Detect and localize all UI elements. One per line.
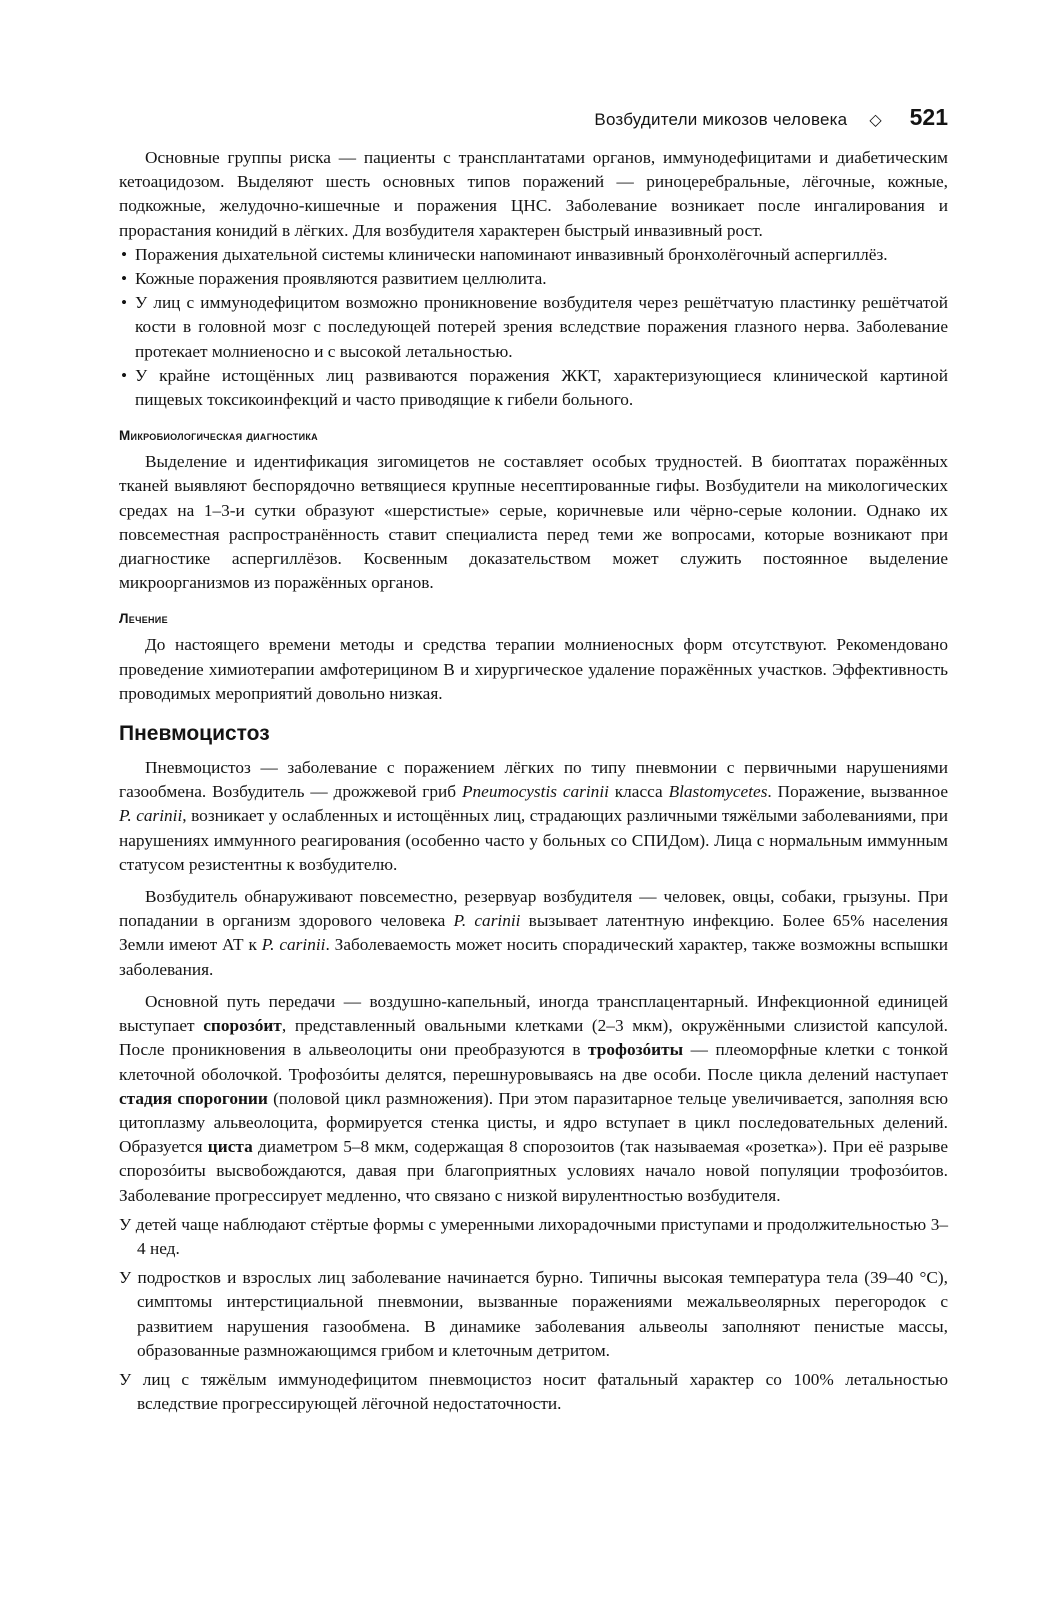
pneumocystosis-paragraph-3: Основной путь передачи — воздушно-капельный, иногда трансплацентарный. Инфекционной единицей выступает спорозóит, представленный овальными клетками (2–3 мкм), окружёнными слизистой капсулой. После проникновения в альвеолоциты они преобразуются в трофозóиты — плеоморфные клетки с тонкой клеточной оболочкой. Трофозóиты делятся, перешнуровываясь на две особи. После цикла делений наступает стадия спорогонии (половой цикл размножения). При этом паразитарное тельце увеличивается, заполняя всю цитоплазму альвеолоцита, формируется стенка цисты, и ядро вступает в цикл последовательных делений. Образуется циста диаметром 5–8 мкм, содержащая 8 спорозоитов (так называемая «розетка»). При её разрыве спорозóиты высвобождаются, давая при благоприятных условиях начало новой популяции трофозóитов. Заболевание прогрессирует медленно, что связано с низкой вирулентностью возбудителя. xyxy=(119,991,949,1205)
micro-diagnostics-paragraph: Выделение и идентификация зигомицетов не составляет особых трудностей. В биоптатах поражённых тканей выявляют беспорядочно ветвящиеся крупные несептированные гифы. Возбудители на микологических средах на 1–3-и сутки образуют «шерстистые» серые, коричневые или чёрно-серые колонии. Однако их повсеместная распространённость ставит специалиста перед теми же вопросами, которые возникают при диагностике аспергиллёзов. Косвенным доказательством может служить постоянное выделение микроорганизмов из поражённых органов. xyxy=(119,452,948,593)
bullet-item-gi-tract: • У крайне истощённых лиц развиваются поражения ЖКТ, характеризующиеся клинической картиной пищевых токсикоинфекций и часто приводящие к гибели больного. xyxy=(119,364,948,412)
term-trophozoites: трофозóиты xyxy=(588,1040,684,1060)
running-head-title: Возбудители микозов человека xyxy=(594,110,848,129)
bullet-item-immunodeficiency: • У лиц с иммунодефицитом возможно проникновение возбудителя через решётчатую пластинку решётчатой кости в головной мозг с последующей потерей зрения вследствие поражения глазного нерва. Заболевание протекает молниеносно и с высокой летальностью. xyxy=(119,291,948,364)
running-head xyxy=(0,104,948,131)
intro-paragraph: Основные группы риска — пациенты с трансплантатами органов, иммунодефицитами и диабетическим кетоацидозом. Выделяют шесть основных типов поражений — риноцеребральные, лёгочные, кожные, подкожные, желудочно-кишечные и поражения ЦНС. Заболевание возникает после ингалирования и прорастания конидий в лёгких. Для возбудителя характерен быстрый инвазивный рост. xyxy=(119,148,948,240)
clinical-forms-list xyxy=(119,1213,948,1417)
species-name: P. carinii xyxy=(119,806,183,826)
list-item-children: У детей чаще наблюдают стёртые формы с умеренными лихорадочными приступами и продолжительностью 3–4 нед. xyxy=(119,1214,948,1258)
species-name: P. carinii xyxy=(453,911,521,931)
species-name: Pneumocystis carinii xyxy=(461,782,609,802)
page-content xyxy=(119,146,948,1416)
intro-bullet-list xyxy=(119,243,948,412)
term-sporogony-stage: стадия спорогонии xyxy=(119,1088,268,1108)
class-name: Blastomycetes xyxy=(668,782,768,802)
term-sporozoite: спорозóит xyxy=(203,1016,282,1036)
diamond-separator-icon: ◇ xyxy=(869,112,882,129)
list-item-severe-immunodeficiency: У лиц с тяжёлым иммунодефицитом пневмоцистоз носит фатальный характер со 100% летальностью вследствие прогрессирующей лёгочной недостаточности. xyxy=(119,1369,948,1414)
pneumocystosis-paragraph-1: Пневмоцистоз — заболевание с поражением лёгких по типу пневмонии с первичными нарушениями газообмена. Возбудитель — дрожжевой гриб Pneumocystis carinii класса Blastomycetes. Поражение, вызванное P. carinii, возникает у ослабленных и истощённых лиц, страдающих различными тяжёлыми заболеваниями, при нарушениях иммунного реагирования (особенно часто у больных со СПИДом). Лица с нормальным иммунным статусом резистентны к возбудителю. xyxy=(119,758,948,874)
bullet-item-skin: • Кожные поражения проявляются развитием целлюлита. xyxy=(119,267,948,291)
subheading-treatment: Лечение xyxy=(119,611,168,627)
page-number: 521 xyxy=(909,104,948,130)
treatment-paragraph: До настоящего времени методы и средства терапии молниеносных форм отсутствуют. Рекомендовано проведение химиотерапии амфотерицином В и хирургическое удаление поражённых участков. Эффективность проводимых мероприятий довольно низкая. xyxy=(119,635,948,703)
pneumocystosis-paragraph-2: Возбудитель обнаруживают повсеместно, резервуар возбудителя — человек, овцы, собаки, грызуны. При попадании в организм здорового человека P. carinii вызывает латентную инфекцию. Более 65% населения Земли имеют АТ к P. carinii. Заболеваемость может носить спорадический характер, также возможны вспышки заболевания. xyxy=(119,887,949,979)
list-item-adolescents-adults: У подростков и взрослых лиц заболевание начинается бурно. Типичны высокая температура тела (39–40 °С), симптомы интерстициальной пневмонии, вызванные поражениями межальвеолярных перегородок с развитием нарушения газообмена. В динамике заболевания альвеолы заполняют пенистые массы, образованные размножающимся грибом и клеточным детритом. xyxy=(119,1268,948,1360)
term-cyst: циста xyxy=(207,1137,253,1157)
section-heading-pneumocystosis: Пневмоцистоз xyxy=(119,722,270,746)
species-name: P. carinii xyxy=(261,935,326,955)
subheading-micro-diagnostics: Микробиологическая диагностика xyxy=(119,428,318,444)
bullet-item-respiratory: • Поражения дыхательной системы клинически напоминают инвазивный бронхолёгочный аспергиллёз. xyxy=(119,243,948,267)
